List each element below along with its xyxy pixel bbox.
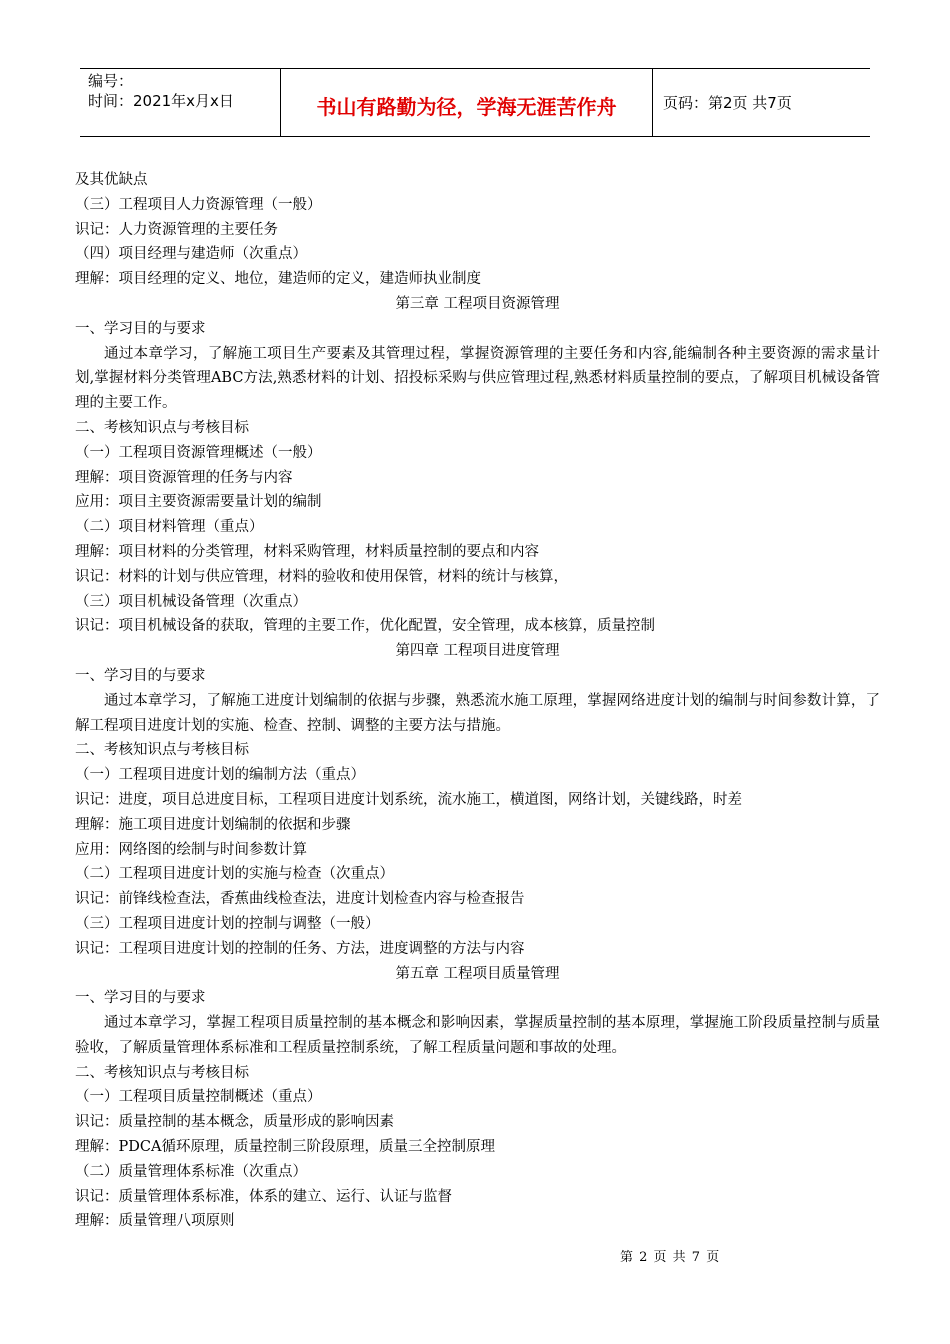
- text-line: 一、学习目的与要求: [75, 320, 206, 337]
- header-motto: 书山有路勤为径，学海无涯苦作舟: [281, 69, 653, 136]
- text-line: 识记：项目机械设备的获取，管理的主要工作，优化配置，安全管理，成本核算，质量控制: [75, 618, 655, 635]
- text-line: （三）项目机械设备管理（次重点）: [75, 593, 307, 610]
- body-paragraph: 通过本章学习，了解施工进度计划编制的依据与步骤，熟悉流水施工原理，掌握网络进度计划的编制与时间参数计算，了解工程项目进度计划的实施、检查、控制、调整的主要方法与措施。: [75, 692, 880, 734]
- text-line: 识记：人力资源管理的主要任务: [75, 221, 278, 238]
- text-line: 识记：进度，项目总进度目标，工程项目进度计划系统，流水施工，横道图，网络计划，关键线路，时差: [75, 791, 742, 808]
- text-line: 理解：施工项目进度计划编制的依据和步骤: [75, 816, 351, 833]
- text-line: 理解：PDCA循环原理，质量控制三阶段原理，质量三全控制原理: [75, 1139, 495, 1156]
- text-line: 识记：质量管理体系标准，体系的建立、运行、认证与监督: [75, 1188, 452, 1205]
- text-line: （二）质量管理体系标准（次重点）: [75, 1163, 307, 1180]
- text-line: 理解：质量管理八项原则: [75, 1213, 235, 1230]
- body-paragraph: 通过本章学习，了解施工项目生产要素及其管理过程，掌握资源管理的主要任务和内容,能编制各种主要资源的需求量计划,掌握材料分类管理ABC方法,熟悉材料的计划、招投标采购与供应管理过程,熟悉材料质量控制的要点，了解项目机械设备管理的主要工作。: [75, 345, 880, 412]
- text-line: 及其优缺点: [75, 172, 148, 188]
- page-footer: 第 2 页 共 7 页: [620, 1250, 720, 1265]
- text-line: （二）工程项目进度计划的实施与检查（次重点）: [75, 866, 394, 883]
- text-line: 二、考核知识点与考核目标: [75, 742, 249, 759]
- text-line: 识记：质量控制的基本概念，质量形成的影响因素: [75, 1114, 394, 1131]
- text-line: 二、考核知识点与考核目标: [75, 419, 249, 436]
- text-line: （三）工程项目人力资源管理（一般）: [75, 196, 322, 213]
- document-body: [75, 168, 880, 1234]
- document-date-label: 时间：2021年x月x日: [88, 92, 234, 110]
- text-line: （三）工程项目进度计划的控制与调整（一般）: [75, 915, 380, 932]
- document-number-label: 编号：: [88, 72, 134, 90]
- header-info-cell: [80, 69, 281, 136]
- text-line: 应用：项目主要资源需要量计划的编制: [75, 494, 322, 511]
- text-line: 二、考核知识点与考核目标: [75, 1064, 249, 1081]
- chapter-heading: 第三章 工程项目资源管理: [395, 295, 560, 312]
- text-line: 理解：项目材料的分类管理，材料采购管理，材料质量控制的要点和内容: [75, 543, 539, 560]
- text-line: 理解：项目资源管理的任务与内容: [75, 469, 293, 486]
- text-line: 识记：前锋线检查法，香蕉曲线检查法，进度计划检查内容与检查报告: [75, 891, 525, 908]
- text-line: （一）工程项目质量控制概述（重点）: [75, 1089, 322, 1106]
- text-line: 一、学习目的与要求: [75, 990, 206, 1007]
- text-line: 识记：工程项目进度计划的控制的任务、方法，进度调整的方法与内容: [75, 940, 525, 957]
- chapter-heading: 第五章 工程项目质量管理: [395, 965, 560, 982]
- text-line: 识记：材料的计划与供应管理，材料的验收和使用保管，材料的统计与核算，: [75, 568, 568, 585]
- page-header: [80, 68, 870, 137]
- text-line: （四）项目经理与建造师（次重点）: [75, 246, 307, 263]
- header-page-number: 页码：第2页 共7页: [663, 94, 792, 112]
- body-paragraph: 通过本章学习，掌握工程项目质量控制的基本概念和影响因素，掌握质量控制的基本原理，掌握施工阶段质量控制与质量验收，了解质量管理体系标准和工程质量控制系统，了解工程质量问题和事故的处理。: [75, 1015, 880, 1056]
- chapter-heading: 第四章 工程项目进度管理: [395, 643, 560, 660]
- text-line: （二）项目材料管理（重点）: [75, 519, 264, 536]
- text-line: 理解：项目经理的定义、地位，建造师的定义，建造师执业制度: [75, 271, 481, 288]
- text-line: 应用：网络图的绘制与时间参数计算: [75, 841, 307, 858]
- text-line: （一）工程项目资源管理概述（一般）: [75, 444, 322, 461]
- text-line: （一）工程项目进度计划的编制方法（重点）: [75, 767, 365, 784]
- text-line: 一、学习目的与要求: [75, 667, 206, 684]
